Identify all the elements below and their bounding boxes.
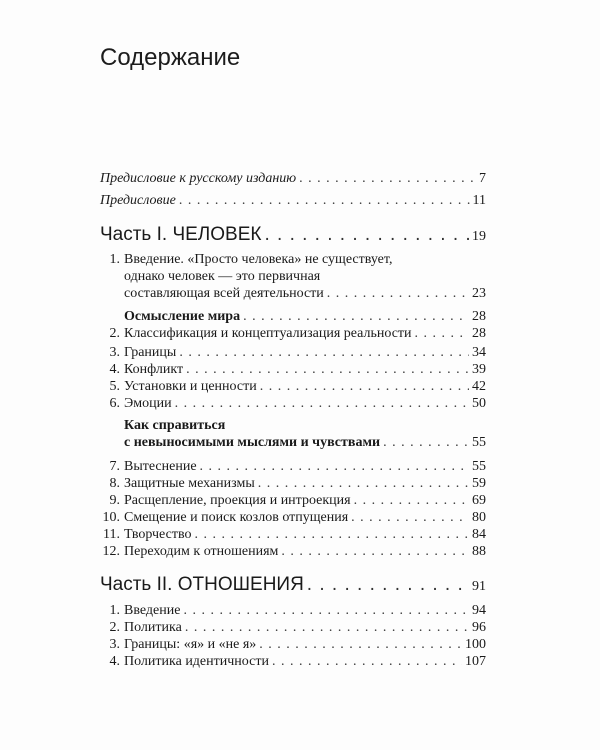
toc-entry bbox=[100, 526, 486, 543]
entry-page: 80 bbox=[472, 510, 486, 525]
part-title: Часть I. ЧЕЛОВЕК bbox=[100, 224, 262, 245]
entry-page: 28 bbox=[472, 326, 486, 341]
leader-dots bbox=[186, 361, 469, 378]
entry-number: 2. bbox=[109, 326, 120, 341]
leader-dots bbox=[179, 192, 470, 209]
toc-entry bbox=[100, 344, 486, 361]
entry-page: 55 bbox=[472, 435, 486, 450]
entry-number: 12. bbox=[102, 544, 120, 559]
entry-label: Границы bbox=[124, 345, 177, 360]
entry-page: 107 bbox=[465, 654, 486, 669]
entry-label: Защитные механизмы bbox=[124, 476, 255, 491]
entry-label: Переходим к отношениям bbox=[124, 544, 279, 559]
entry-number: 10. bbox=[102, 510, 120, 525]
toc-entry bbox=[100, 378, 486, 395]
leader-dots bbox=[307, 576, 469, 593]
entry-number: 4. bbox=[109, 654, 120, 669]
leader-dots bbox=[258, 475, 469, 492]
entry-page: 50 bbox=[472, 396, 486, 411]
section-title: Осмысление мира bbox=[124, 309, 241, 324]
toc-entry-line: однако человек — это первичная bbox=[124, 269, 321, 284]
entry-number: 9. bbox=[109, 493, 120, 508]
entry-label: Предисловие bbox=[100, 193, 176, 208]
toc-entry bbox=[100, 458, 486, 475]
toc-entry bbox=[100, 361, 486, 378]
entry-label: Классификация и концептуализация реальности bbox=[124, 326, 412, 341]
part-heading bbox=[100, 576, 486, 595]
leader-dots bbox=[175, 395, 469, 412]
entry-page: 88 bbox=[472, 544, 486, 559]
entry-label: Введение. «Просто человека» не существует, bbox=[124, 252, 393, 267]
entry-number: 11. bbox=[103, 527, 120, 542]
entry-page: 23 bbox=[472, 286, 486, 301]
entry-label: Границы: «я» и «не я» bbox=[124, 637, 257, 652]
entry-label: Творчество bbox=[124, 527, 192, 542]
leader-dots bbox=[183, 602, 469, 619]
leader-dots bbox=[260, 378, 469, 395]
entry-page: 19 bbox=[472, 229, 486, 244]
leader-dots bbox=[354, 492, 469, 509]
toc-entry bbox=[100, 492, 486, 509]
leader-dots bbox=[272, 653, 462, 670]
leader-dots bbox=[259, 636, 462, 653]
entry-number: 3. bbox=[109, 345, 120, 360]
entry-label: Политика идентичности bbox=[124, 654, 269, 669]
toc-entry bbox=[124, 285, 486, 302]
section-heading bbox=[124, 308, 486, 325]
leader-dots bbox=[179, 344, 469, 361]
entry-label: Расщепление, проекция и интроекция bbox=[124, 493, 351, 508]
entry-label: Политика bbox=[124, 620, 182, 635]
section-title-line: Как справиться bbox=[124, 418, 226, 433]
entry-page: 42 bbox=[472, 379, 486, 394]
toc-entry bbox=[100, 475, 486, 492]
entry-label: Эмоции bbox=[124, 396, 172, 411]
entry-label: Установки и ценности bbox=[124, 379, 257, 394]
page-title: Содержание bbox=[100, 44, 241, 71]
entry-label: Вытеснение bbox=[124, 459, 197, 474]
entry-page: 34 bbox=[472, 345, 486, 360]
entry-number: 5. bbox=[109, 379, 120, 394]
leader-dots bbox=[415, 325, 469, 342]
toc-entry bbox=[100, 325, 486, 342]
section-heading bbox=[124, 434, 486, 451]
entry-label: Предисловие к русскому изданию bbox=[100, 171, 297, 186]
toc-entry bbox=[100, 509, 486, 526]
toc-entry bbox=[100, 602, 486, 619]
toc-entry bbox=[100, 636, 486, 653]
leader-dots bbox=[264, 226, 469, 243]
entry-page: 100 bbox=[465, 637, 486, 652]
toc-entry bbox=[100, 653, 486, 670]
leader-dots bbox=[327, 285, 469, 302]
entry-label: Введение bbox=[124, 603, 181, 618]
leader-dots bbox=[383, 434, 469, 451]
entry-page: 94 bbox=[472, 603, 486, 618]
entry-page: 84 bbox=[472, 527, 486, 542]
entry-page: 69 bbox=[472, 493, 486, 508]
entry-page: 91 bbox=[472, 579, 486, 594]
entry-number: 1. bbox=[109, 252, 120, 267]
entry-number: 2. bbox=[109, 620, 120, 635]
entry-number: 3. bbox=[109, 637, 120, 652]
part-title: Часть II. ОТНОШЕНИЯ bbox=[100, 574, 304, 595]
leader-dots bbox=[243, 308, 469, 325]
entry-label: составляющая всей деятельности bbox=[124, 286, 324, 301]
entry-number: 1. bbox=[109, 603, 120, 618]
entry-page: 59 bbox=[472, 476, 486, 491]
toc-entry bbox=[100, 192, 486, 209]
entry-label: Смещение и поиск козлов отпущения bbox=[124, 510, 349, 525]
entry-page: 7 bbox=[479, 171, 486, 186]
entry-label: Конфликт bbox=[124, 362, 184, 377]
leader-dots bbox=[185, 619, 469, 636]
toc-entry bbox=[100, 543, 486, 560]
entry-number: 7. bbox=[109, 459, 120, 474]
entry-page: 28 bbox=[472, 309, 486, 324]
leader-dots bbox=[200, 458, 469, 475]
toc-entry bbox=[100, 619, 486, 636]
entry-page: 55 bbox=[472, 459, 486, 474]
entry-number: 8. bbox=[109, 476, 120, 491]
toc-entry bbox=[100, 395, 486, 412]
entry-page: 11 bbox=[472, 193, 486, 208]
section-title: с невыносимыми мыслями и чувствами bbox=[124, 435, 381, 450]
toc-entry-line bbox=[106, 251, 392, 268]
part-heading bbox=[100, 226, 486, 245]
leader-dots bbox=[299, 170, 476, 187]
entry-number: 6. bbox=[109, 396, 120, 411]
entry-page: 39 bbox=[472, 362, 486, 377]
leader-dots bbox=[194, 526, 469, 543]
entry-page: 96 bbox=[472, 620, 486, 635]
entry-number: 4. bbox=[109, 362, 120, 377]
leader-dots bbox=[351, 509, 469, 526]
toc-entry bbox=[100, 170, 486, 187]
leader-dots bbox=[281, 543, 469, 560]
